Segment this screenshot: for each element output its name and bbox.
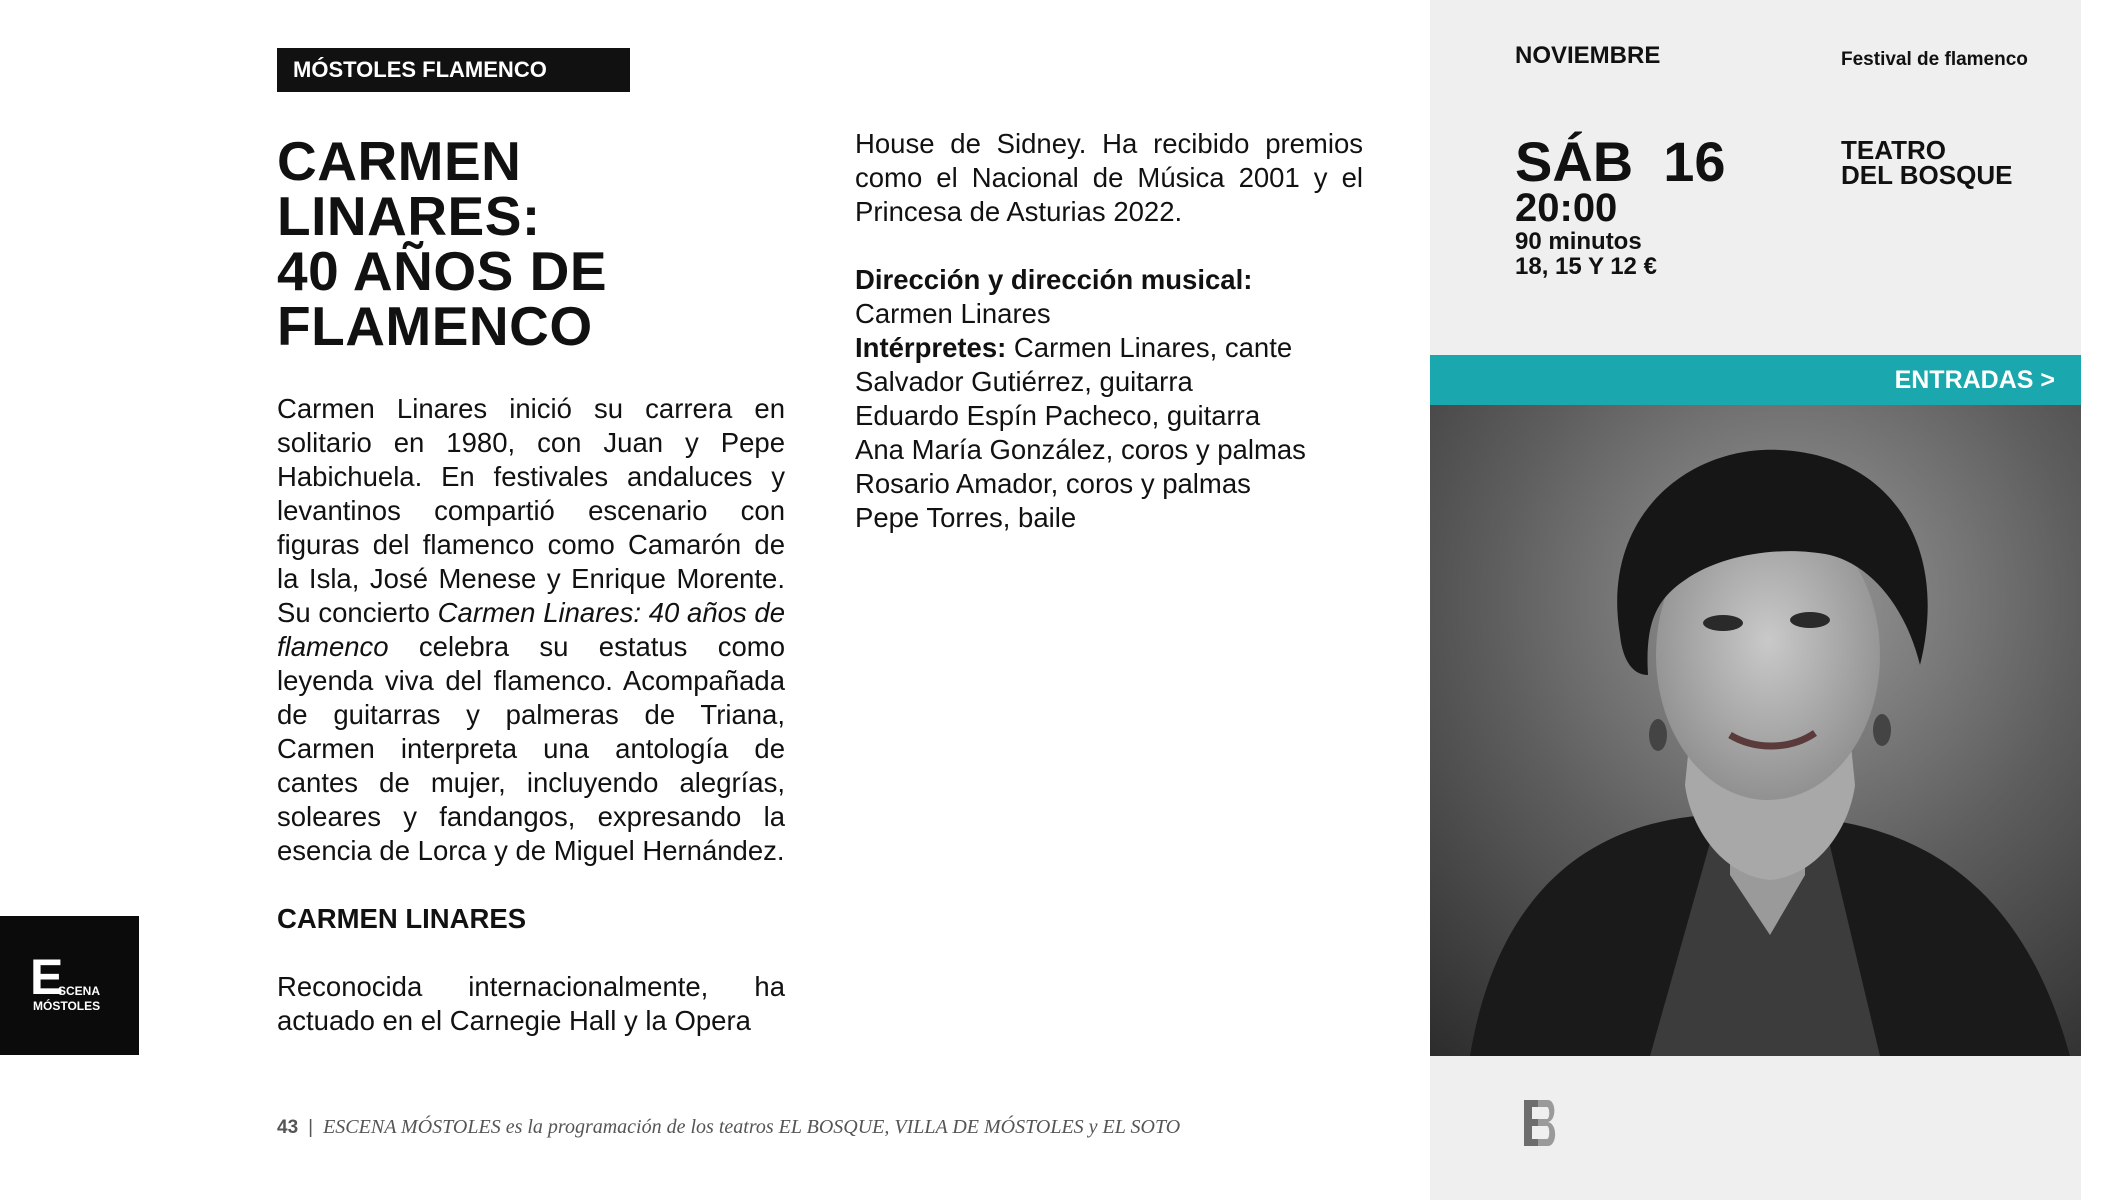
event-venue: [1841, 135, 2013, 190]
portrait-photo-icon: [1430, 405, 2081, 1056]
performer: Carmen Linares, cante: [1006, 332, 1293, 363]
event-day: 16: [1663, 130, 1726, 193]
logo-word: MÓSTOLES: [33, 999, 101, 1013]
event-duration: 90 minutos: [1515, 228, 1642, 255]
performers-line: [855, 331, 1363, 365]
event-time: 20:00: [1515, 186, 1618, 230]
bio-paragraph-continued: House de Sidney. Ha recibido premios como el Nacional de Música 2001 y el Princesa de Asturias 2022.: [855, 128, 1363, 227]
venue-line: DEL BOSQUE: [1841, 160, 2013, 190]
credits: [855, 263, 1363, 535]
title-line: FLAMENCO: [277, 295, 593, 357]
eb-logo-icon: [1522, 1098, 1558, 1148]
escena-mostoles-logo: [0, 916, 139, 1055]
performer: Pepe Torres, baile: [855, 502, 1077, 533]
direction-label: [855, 263, 1363, 297]
footer-note: ESCENA MÓSTOLES es la programación de los teatros EL BOSQUE, VILLA DE MÓSTOLES y EL SOTO: [323, 1116, 1181, 1138]
title-line: LINARES:: [277, 185, 541, 247]
intro-text: Carmen Linares inició su carrera en solitario en 1980, con Juan y Pepe Habichuela. En festivales andaluces y levantinos compartió escenario con figuras del flamenco como Camarón de la Isla, José Menese y Enrique Morente. Su concierto: [277, 393, 785, 628]
title-line: CARMEN: [277, 130, 522, 192]
event-category: Festival de flamenco: [1841, 49, 2028, 70]
direction-label-text: Dirección y dirección musical:: [855, 264, 1253, 295]
portrait-photo: [1430, 405, 2081, 1056]
event-date: [1515, 132, 1726, 192]
text-column-left: [277, 392, 785, 1038]
logo-letter: E: [30, 949, 64, 1005]
intro-text-end: celebra su estatus como leyenda viva del flamenco. Acompañada de guitarras y palmeras de Triana, Carmen interpreta una antología de cantes de mujer, incluyendo alegrías, soleares y fandangos, expresando la esencia de Lorca y de Miguel Hernández.: [277, 631, 785, 866]
page-number: 43: [277, 1117, 299, 1138]
bio-paragraph: Reconocida internacionalmente, ha actuado en el Carnegie Hall y la Opera: [277, 971, 785, 1036]
performer: Eduardo Espín Pacheco, guitarra: [855, 400, 1261, 431]
footer-separator: |: [308, 1117, 314, 1138]
text-column-right: [855, 127, 1363, 535]
performers-label: Intérpretes:: [855, 332, 1007, 363]
title-line: 40 AÑOS DE: [277, 240, 608, 302]
footer: [277, 1116, 1180, 1139]
event-price: 18, 15 Y 12 €: [1515, 253, 1657, 280]
venue-line: TEATRO: [1841, 135, 1946, 165]
concert-title: Carmen Linares: 40 años de flamenco: [277, 597, 785, 662]
intro-paragraph: [277, 392, 785, 868]
bio-heading: CARMEN LINARES: [277, 903, 527, 934]
logo-word: SCENA: [58, 984, 101, 998]
event-month: NOVIEMBRE: [1515, 42, 1661, 69]
page-title: [277, 130, 797, 357]
event-weekday: SÁB: [1515, 130, 1634, 193]
performer: Rosario Amador, coros y palmas: [855, 468, 1251, 499]
director-name: Carmen Linares: [855, 298, 1051, 329]
performer: Ana María González, coros y palmas: [855, 434, 1306, 465]
performer: Salvador Gutiérrez, guitarra: [855, 366, 1193, 397]
tickets-button[interactable]: ENTRADAS >: [1430, 355, 2081, 405]
section-label: MÓSTOLES FLAMENCO: [277, 48, 630, 92]
